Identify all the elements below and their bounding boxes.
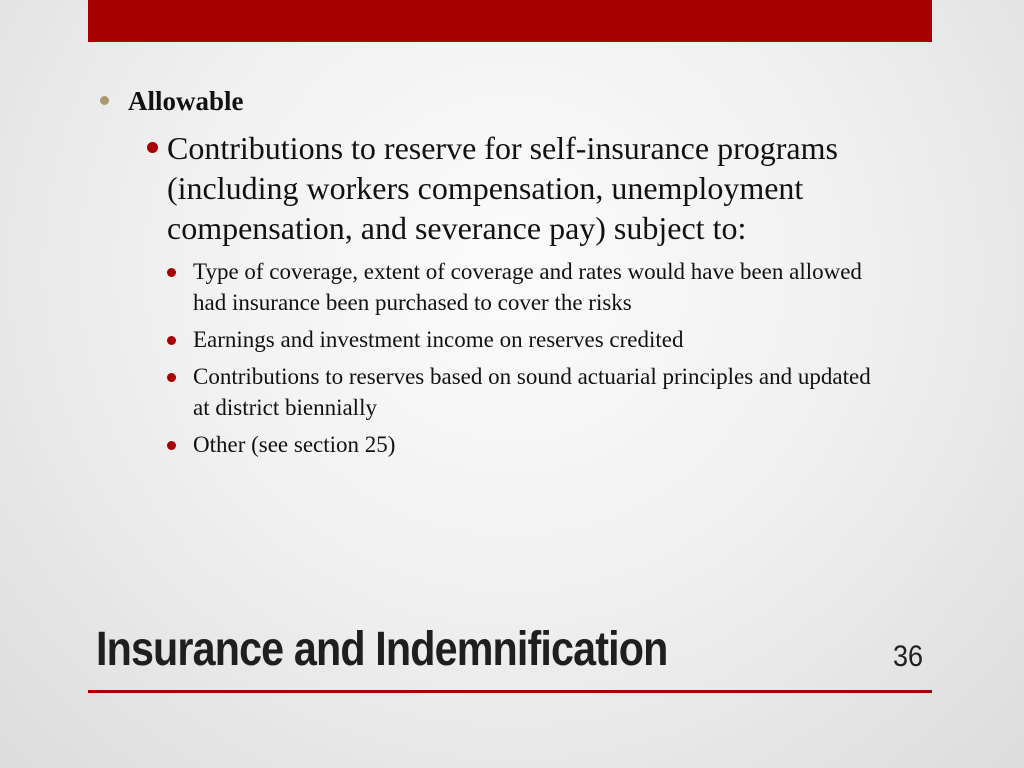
- bottom-rule: [88, 690, 932, 693]
- sub-point-text: Type of coverage, extent of coverage and rates would have been allowed had insurance been purchased to cover the risks: [193, 259, 862, 315]
- sub-point: [167, 361, 877, 423]
- slide-title: Insurance and Indemnification: [96, 623, 668, 676]
- bullet-dot-icon: [100, 96, 109, 105]
- sub-point: [167, 429, 877, 460]
- slide-content: [100, 84, 900, 476]
- sub-point: [167, 324, 877, 355]
- bullet-dot-icon: [147, 142, 158, 153]
- sub-point: [167, 256, 877, 318]
- bullet-heading: [100, 84, 900, 118]
- bullet-dot-icon: [167, 268, 176, 277]
- sub-point-list: [167, 256, 877, 460]
- main-point-text: Contributions to reserve for self-insurance programs (including workers compensation, unemployment compensation, and severance pay) subject to:: [167, 130, 838, 246]
- sub-point-text: Contributions to reserves based on sound actuarial principles and updated at district biennially: [193, 364, 871, 420]
- bullet-dot-icon: [167, 441, 176, 450]
- heading-text: Allowable: [128, 86, 244, 116]
- sub-point-text: Other (see section 25): [193, 432, 396, 457]
- sub-point-text: Earnings and investment income on reserves credited: [193, 327, 684, 352]
- top-accent-bar: [88, 0, 932, 42]
- bullet-dot-icon: [167, 336, 176, 345]
- bullet-main-point: [147, 128, 867, 248]
- bullet-dot-icon: [167, 373, 176, 382]
- slide-number: 36: [893, 640, 924, 673]
